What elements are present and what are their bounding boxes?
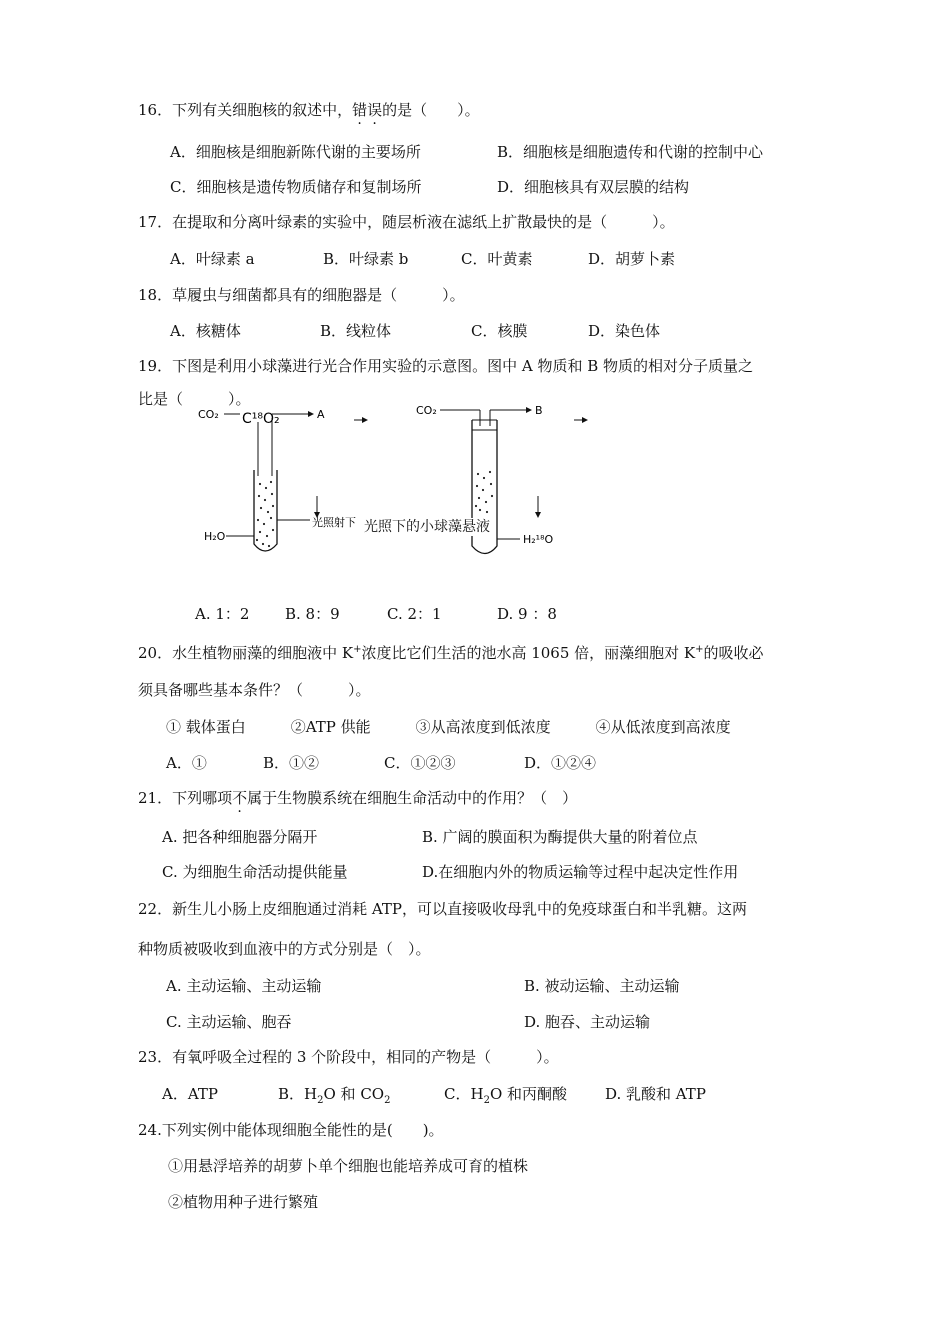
q21-option-c: C. 为细胞生命活动提供能量 (162, 863, 348, 881)
q22-stem-line2: 种物质被吸收到血液中的方式分别是（ ）。 (138, 940, 431, 958)
fig-c18o2: C¹⁸O₂ (242, 411, 280, 427)
q18-stem: 18．草履虫与细菌都具有的细胞器是（ ）。 (138, 286, 465, 304)
q22-stem-line1: 22．新生儿小肠上皮细胞通过消耗 ATP，可以直接吸收母乳中的免疫球蛋白和半乳糖。这两 (138, 900, 747, 918)
q17-option-d: D．胡萝卜素 (588, 250, 676, 268)
q19-experiment-figure (190, 396, 610, 566)
q23-option-c-b: O 和丙酮酸 (489, 1085, 568, 1103)
q22-option-c: C. 主动运输、胞吞 (166, 1013, 292, 1031)
fig-left-tube (254, 470, 277, 551)
q22-option-d: D. 胞吞、主动运输 (524, 1013, 651, 1031)
q21-emph: 不 (232, 789, 248, 807)
q16-option-d: D．细胞核具有双层膜的结构 (497, 178, 690, 196)
q23-option-b-sub2: 2 (384, 1095, 391, 1106)
q20-stem-c: 的吸收必 (703, 644, 764, 662)
q16-option-a: A．细胞核是细胞新陈代谢的主要场所 (170, 143, 421, 161)
q20-stem-b: 浓度比它们生活的池水高 1065 倍，丽藻细胞对 K (361, 644, 696, 662)
fig-label-a: A (317, 408, 325, 421)
q22-option-a: A. 主动运输、主动运输 (166, 977, 322, 995)
q19-option-a: A. 1：2 (195, 605, 250, 623)
q22-option-b: B. 被动运输、主动运输 (524, 977, 680, 995)
q20-option-d: D．①②④ (524, 754, 597, 772)
q23-option-c-a: C．H (444, 1085, 484, 1103)
q23-option-c-sub: 2 (483, 1095, 490, 1106)
fig-light-label: 光照下的小球藻悬液 (364, 519, 490, 535)
q18-option-c: C．核膜 (471, 322, 528, 340)
q16-option-c: C．细胞核是遗传物质储存和复制场所 (170, 178, 422, 196)
q16-stem-a: 16．下列有关细胞核的叙述中， (138, 101, 353, 119)
q21-option-d: D.在细胞内外的物质运输等过程中起决定性作用 (422, 863, 739, 881)
q23-stem: 23．有氧呼吸全过程的 3 个阶段中，相同的产物是（ ）。 (138, 1048, 559, 1066)
q24-item-2: ②植物用种子进行繁殖 (168, 1193, 319, 1211)
fig-co2-left: CO₂ (198, 408, 219, 421)
q16-stem (138, 100, 480, 120)
q20-sup-2: + (695, 644, 704, 655)
q24-item-1: ①用悬浮培养的胡萝卜单个细胞也能培养成可育的植株 (168, 1157, 529, 1175)
q20-stem-line2: 须具备哪些基本条件？（ ）。 (138, 681, 371, 699)
q19-option-c: C. 2：1 (387, 605, 442, 623)
q19-stem-line2: 比是（ ）。 (138, 390, 251, 408)
fig-h2o: H₂O (204, 530, 226, 543)
q18-option-b: B．线粒体 (320, 322, 392, 340)
q23-option-b-b: O 和 CO (323, 1085, 385, 1103)
fig-co2-right: CO₂ (416, 404, 437, 417)
q23-option-d: D. 乳酸和 ATP (605, 1085, 706, 1103)
q20-stem-a: 20．水生植物丽藻的细胞液中 K (138, 644, 354, 662)
q23-option-c (444, 1084, 567, 1111)
q17-option-a: A．叶绿素 a (170, 250, 255, 268)
fig-light-label-partial: 光照射下 (312, 516, 356, 529)
q20-stem-line1 (138, 640, 764, 663)
q16-stem-c: 的是（ ）。 (382, 101, 480, 119)
q20-sup-1: + (353, 644, 362, 655)
q24-stem: 24.下列实例中能体现细胞全能性的是( )。 (138, 1121, 444, 1139)
q21-stem-a: 21．下列哪项 (138, 789, 233, 807)
q21-stem-c: 属于生物膜系统在细胞生命活动中的作用？（ ） (247, 789, 578, 807)
q16-emph-2: 误 (367, 101, 383, 119)
q17-stem: 17．在提取和分离叶绿素的实验中，随层析液在滤纸上扩散最快的是（ ）。 (138, 213, 675, 231)
q23-option-b-sub1: 2 (317, 1095, 324, 1106)
q18-option-a: A．核糖体 (170, 322, 241, 340)
fig-label-b: B (535, 404, 543, 417)
q21-option-b: B. 广阔的膜面积为酶提供大量的附着位点 (422, 828, 698, 846)
q23-option-a: A．ATP (162, 1085, 218, 1103)
q20-option-b: B．①② (263, 754, 320, 772)
q20-option-c: C．①②③ (384, 754, 456, 772)
q17-option-b: B．叶绿素 b (323, 250, 409, 268)
q19-option-b: B. 8：9 (285, 605, 340, 623)
q21-option-a: A. 把各种细胞器分隔开 (162, 828, 318, 846)
q20-conditions: ① 载体蛋白 ②ATP 供能 ③从高浓度到低浓度 ④从低浓度到高浓度 (166, 718, 731, 736)
q20-option-a: A．① (166, 754, 207, 772)
q23-option-b-a: B．H (278, 1085, 318, 1103)
q16-emph-1: 错 (352, 101, 368, 119)
q21-stem (138, 788, 577, 808)
q19-stem-line1: 19．下图是利用小球藻进行光合作用实验的示意图。图中 A 物质和 B 物质的相对分子质量之 (138, 357, 754, 375)
q18-option-d: D．染色体 (588, 322, 661, 340)
q19-option-d: D. 9 ：8 (497, 605, 557, 623)
q17-option-c: C．叶黄素 (461, 250, 533, 268)
q23-option-b (278, 1084, 390, 1111)
fig-h218o: H₂¹⁸O (523, 533, 554, 546)
q16-option-b: B．细胞核是细胞遗传和代谢的控制中心 (497, 143, 764, 161)
